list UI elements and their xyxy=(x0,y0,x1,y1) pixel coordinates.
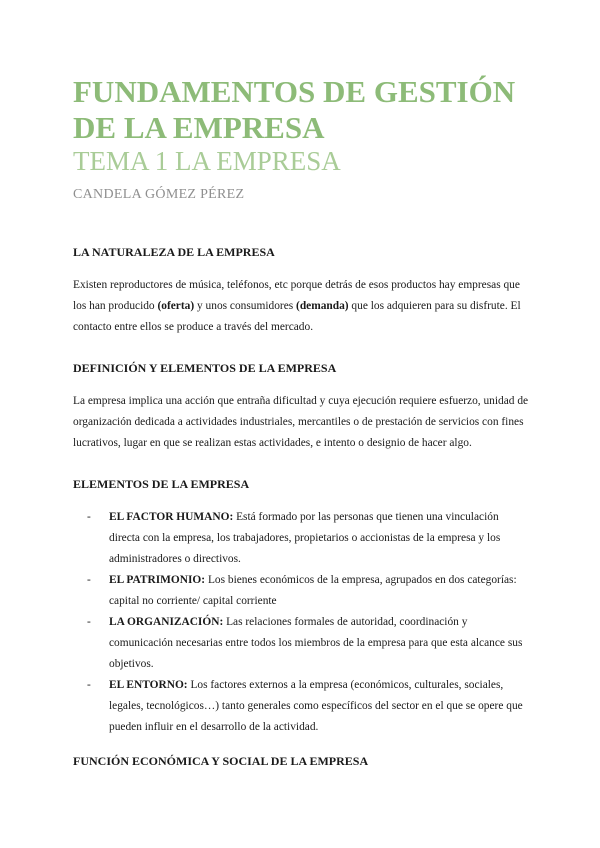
bold-term-demanda: (demanda) xyxy=(296,300,349,312)
document-title: FUNDAMENTOS DE GESTIÓN DE LA EMPRESA xyxy=(73,74,516,145)
list-item-text: Las relaciones formales de autoridad, coordinación y comunicación necesarias entre todos los miembros de la empresa para que esta alcance sus objetivos. xyxy=(109,616,523,670)
bullet-dash: - xyxy=(87,679,91,691)
list-item xyxy=(73,675,531,738)
author-name: CANDELA GÓMEZ PÉREZ xyxy=(73,187,245,202)
paragraph-naturaleza xyxy=(73,275,531,338)
bullet-dash: - xyxy=(87,574,91,586)
section-heading-naturaleza: LA NATURALEZA DE LA EMPRESA xyxy=(73,245,275,259)
bullet-dash: - xyxy=(87,616,91,628)
paragraph-text: que los adquieren para su disfrute. El contacto entre ellos se produce a través del mercado. xyxy=(73,300,521,333)
paragraph-definicion: La empresa implica una acción que entraña dificultad y cuya ejecución requiere esfuerzo, unidad de organización dedicada a actividades industriales, mercantiles o de prestación de servicios con fines lucrativos, lugar en que se realizan estas actividades, e intento o designio de hacer algo. xyxy=(73,395,529,449)
bold-term-oferta: (oferta) xyxy=(157,300,195,312)
section-heading-elementos: ELEMENTOS DE LA EMPRESA xyxy=(73,477,250,491)
paragraph-text: y unos consumidores xyxy=(194,300,297,312)
section-heading-definicion: DEFINICIÓN Y ELEMENTOS DE LA EMPRESA xyxy=(73,361,337,375)
list-item-text: Los factores externos a la empresa (económicos, culturales, sociales, legales, tecnológicos…) tanto generales como específicos del sector en el que se opere que pueden influir en el desarrollo de la actividad. xyxy=(109,679,523,733)
list-item-label: EL ENTORNO: xyxy=(109,679,188,691)
list-item-text: Está formado por las personas que tienen una vinculación directa con la empresa, los trabajadores, propietarios o accionistas de la empresa y los administradores o directivos. xyxy=(109,511,501,565)
list-item xyxy=(73,612,531,675)
paragraph-text: Existen reproductores de música, teléfonos, etc porque detrás de esos productos hay empresas que los han producido xyxy=(73,279,520,312)
document-body xyxy=(73,243,531,770)
list-item-label: EL FACTOR HUMANO: xyxy=(109,511,234,523)
list-item-label: LA ORGANIZACIÓN: xyxy=(109,616,224,628)
list-item-label: EL PATRIMONIO: xyxy=(109,574,206,586)
list-item-text: Los bienes económicos de la empresa, agrupados en dos categorías: capital no corriente/ capital corriente xyxy=(109,574,517,607)
bullet-dash: - xyxy=(87,511,91,523)
section-heading-funcion: FUNCIÓN ECONÓMICA Y SOCIAL DE LA EMPRESA xyxy=(73,754,369,768)
document-subtitle: TEMA 1 LA EMPRESA xyxy=(73,146,341,176)
list-item xyxy=(73,570,531,612)
list-item xyxy=(73,507,531,570)
elements-list xyxy=(73,507,531,738)
